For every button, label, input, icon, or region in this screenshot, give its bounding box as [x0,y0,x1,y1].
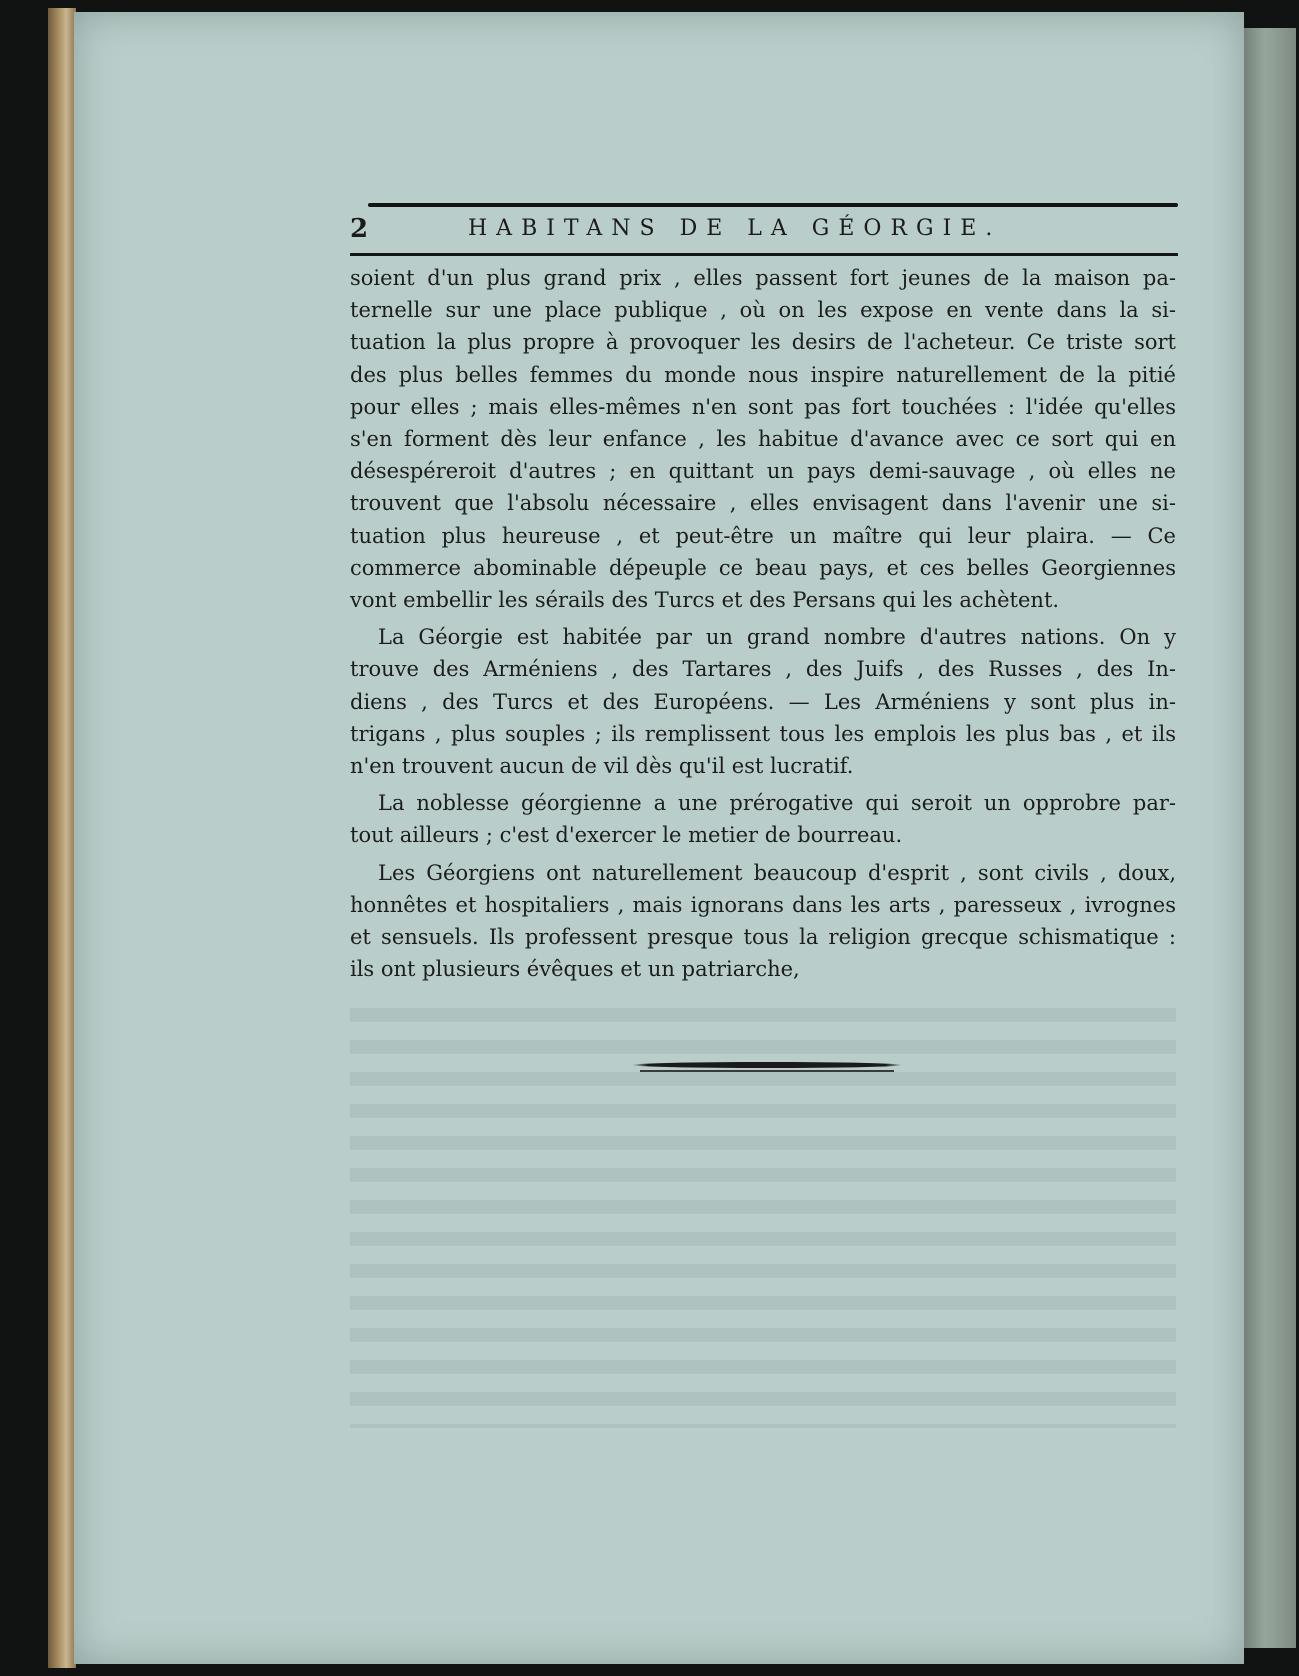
book-spine-edge [48,8,76,1668]
text-line: tout ailleurs ; c'est d'exercer le metier de bourreau. [350,823,903,848]
text-line: diens , des Turcs et des Européens. — Les Arméniens y sont plus in- [350,689,1176,714]
text-line: trigans , plus souples ; ils remplissent tous les emplois les plus bas , et ils [350,721,1176,746]
text-line: trouve des Arméniens , des Tartares , des Juifs , des Russes , des In- [350,657,1176,682]
text-line: tuation la plus propre à provoquer les desirs de l'acheteur. Ce triste sort [350,330,1176,355]
header-bottom-rule [350,253,1178,256]
running-title: HABITANS DE LA GÉORGIE. [468,216,1002,241]
text-line: n'en trouvent aucun de vil dès qu'il est lucratif. [350,754,854,779]
text-line: soient d'un plus grand prix , elles passent fort jeunes de la maison pa- [350,266,1176,290]
adjacent-page-edge [1240,28,1296,1648]
text-line: Les Géorgiens ont naturellement beaucoup d'esprit , sont civils , doux, [378,860,1176,885]
text-line: La Géorgie est habitée par un grand nombre d'autres nations. On y [378,625,1176,650]
text-line: pour elles ; mais elles-mêmes n'en sont pas fort touchées : l'idée qu'elles [350,394,1176,419]
page-number: 2 [350,214,369,244]
page-header [350,212,1178,248]
text-line: s'en forment dès leur enfance , les habitue d'avance avec ce sort qui en [350,427,1176,452]
text-line: La noblesse géorgienne a une prérogative qui seroit un opprobre par- [378,791,1176,816]
text-line: vont embellir les sérails des Turcs et des Persans qui les achètent. [350,588,1060,613]
text-line: et sensuels. Ils professent presque tous la religion grecque schismatique : [350,925,1176,950]
text-line: ils ont plusieurs évêques et un patriarche, [350,957,800,982]
header-top-rule [368,203,1178,207]
text-line: des plus belles femmes du monde nous inspire naturellement de la pitié [350,362,1176,387]
paragraph-4 [350,857,1176,986]
text-line: commerce abominable dépeuple ce beau pays, et ces belles Georgiennes [350,555,1176,580]
paragraph-3 [350,787,1176,851]
text-line: honnêtes et hospitaliers , mais ignorans dans les arts , paresseux , ivrognes [350,892,1176,917]
closing-ornament-rule [632,1062,902,1068]
paragraph-2 [350,621,1176,782]
body-text [350,262,1176,990]
text-line: ternelle sur une place publique , où on les expose en vente dans la si- [350,298,1176,323]
closing-ornament-underline [640,1070,894,1072]
text-line: désespéreroit d'autres ; en quittant un pays demi-sauvage , où elles ne [350,459,1176,484]
text-line: tuation plus heureuse , et peut-être un maître qui leur plaira. — Ce [350,523,1176,548]
text-line: trouvent que l'absolu nécessaire , elles envisagent dans l'avenir une si- [350,491,1176,516]
paragraph-1 [350,262,1176,616]
